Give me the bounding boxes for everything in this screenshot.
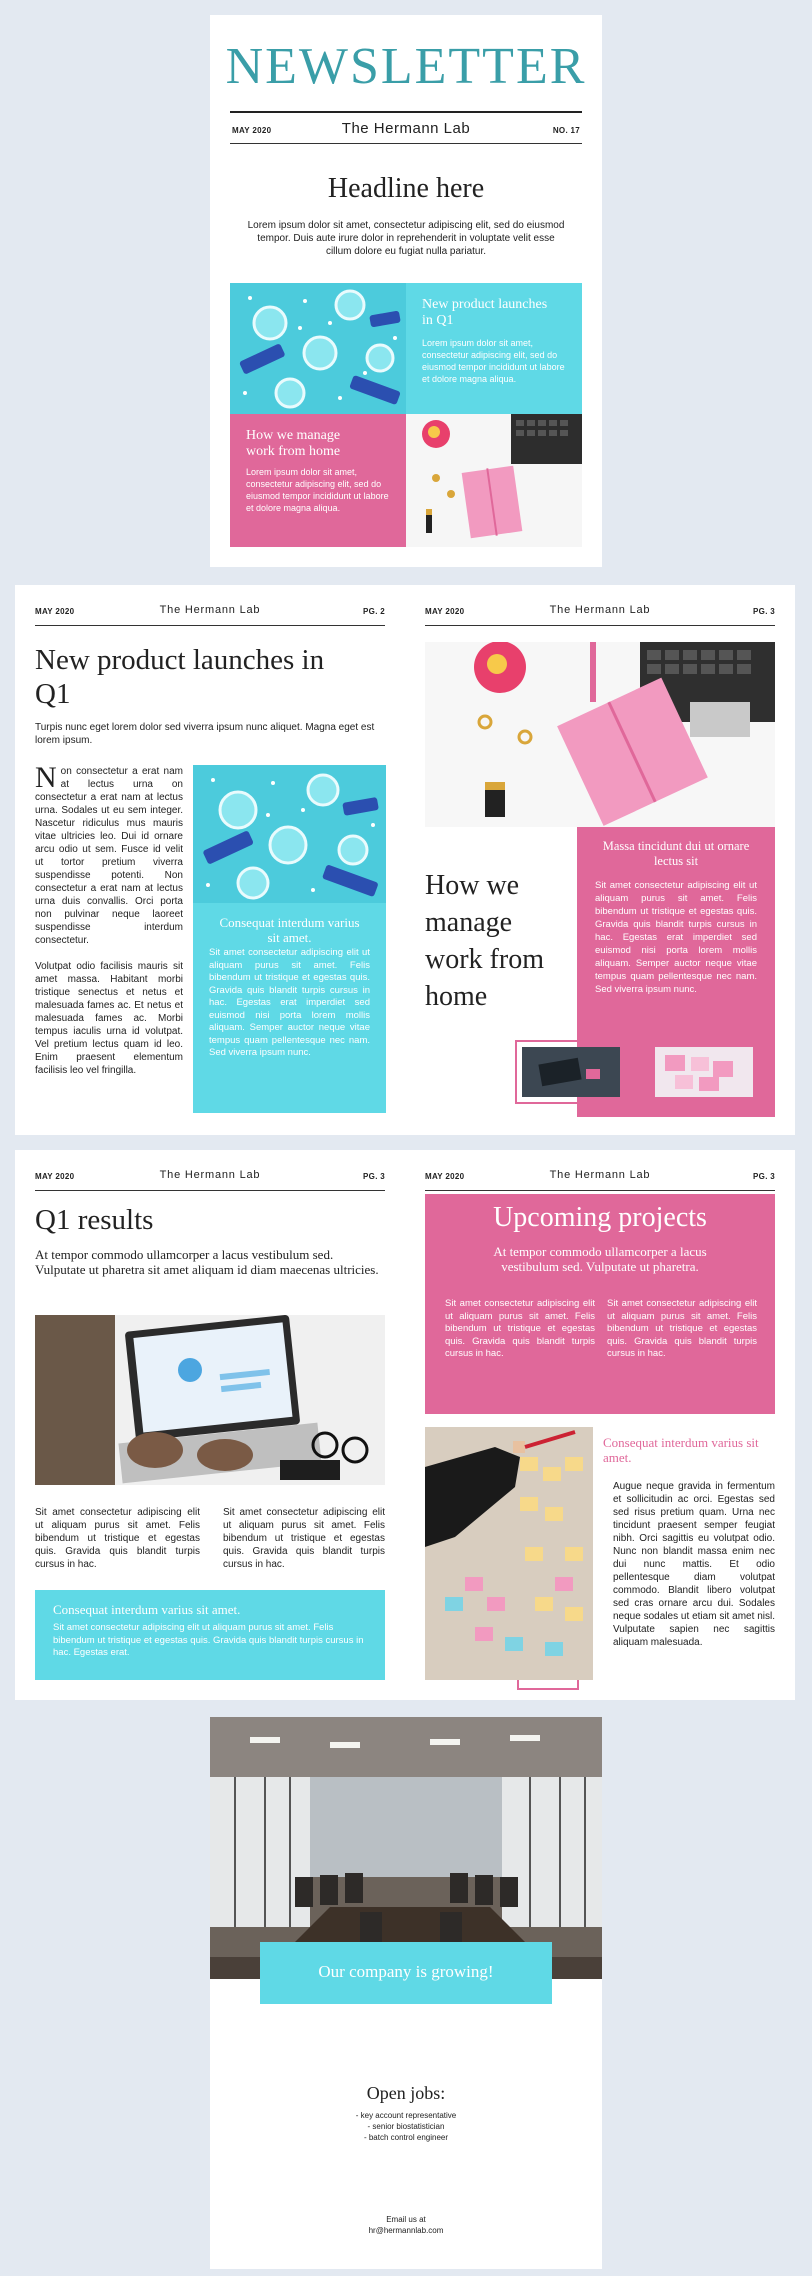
newsletter-title: NEWSLETTER bbox=[225, 38, 587, 95]
open-jobs-list bbox=[210, 2110, 602, 2143]
page4-box-title: Consequat interdum varius sit amet. bbox=[53, 1602, 241, 1617]
cover-pink-box bbox=[230, 414, 406, 547]
page3-rule bbox=[425, 625, 775, 626]
page2-box-title: Consequat interdum varius sit amet. bbox=[219, 915, 360, 945]
sticky-notes-illustration bbox=[655, 1047, 753, 1097]
page5-title: Upcoming projects bbox=[493, 1202, 707, 1233]
page-2 bbox=[15, 585, 405, 1135]
beakers-photo bbox=[230, 283, 406, 414]
cover-box2-title: How we manage work from home bbox=[246, 428, 341, 459]
page3-desk-illustration bbox=[425, 642, 775, 827]
dropcap-letter: N bbox=[35, 761, 57, 794]
page-3 bbox=[405, 585, 795, 1135]
page2-title: New product launches in Q1 bbox=[35, 644, 325, 710]
page3-lab-name: The Hermann Lab bbox=[549, 604, 651, 616]
page2-date: MAY 2020 bbox=[35, 607, 75, 616]
page2-teal-box bbox=[193, 903, 386, 1113]
page3-desk-photo bbox=[425, 642, 775, 827]
page2-beakers-illustration bbox=[193, 765, 386, 903]
page5-column-2: Sit amet consectetur adipiscing elit ut aliquam purus sit amet. Felis bibendum ut tristique et egestas quis. Gravida quis blandit turpis cursus in hac. bbox=[607, 1298, 757, 1359]
page3-small-photo-1 bbox=[522, 1047, 620, 1097]
page4-lead: At tempor commodo ullamcorper a lacus vestibulum sed. Vulputate ut pharetra sit amet aliquam id diam maecenas ultricies. bbox=[35, 1247, 379, 1277]
job-item: - key account representative bbox=[355, 2111, 457, 2120]
page2-beakers-photo bbox=[193, 765, 386, 903]
meeting-room-illustration bbox=[210, 1717, 602, 1979]
page5-pink-box bbox=[425, 1194, 775, 1414]
page4-date: MAY 2020 bbox=[35, 1172, 75, 1181]
meeting-room-photo bbox=[210, 1717, 602, 1979]
page5-lab-name: The Hermann Lab bbox=[549, 1169, 651, 1181]
page5-side-title: Consequat interdum varius sit amet. bbox=[603, 1435, 759, 1465]
page5-side-text: Augue neque gravida in fermentum et sollicitudin ac orci. Egestas sed sed risus pretium quam. Urna nec tincidunt praesent semper feugiat nibh. Orci sagittis eu volutpat odio. Nunc non blandit massa enim nec dui nunc mattis. Et odio pellentesque diam volutpat commodo. Blandit libero volutpat sed cras ornare arcu dui. Sodales neque sodales ut etiam sit amet nisl. Vulputate sapien nec sagittis aliquam malesuada. bbox=[613, 1481, 775, 1648]
page3-date: MAY 2020 bbox=[425, 607, 465, 616]
job-item: - senior biostatistician bbox=[367, 2122, 445, 2131]
page3-box-text: Sit amet consectetur adipiscing elit ut aliquam purus sit amet. Felis bibendum ut tristique et egestas quis. Gravida quis blandit turpis cursus in hac. Egestas erat imperdiet sed euismod nisi porta lorem mollis aliquam. Semper auctor neque vitae tempus quam pellentesque nec nam. Sed viverra ipsum nunc. bbox=[595, 880, 757, 995]
page3-title: How we manage work from home bbox=[425, 870, 544, 1012]
sticky-board-photo bbox=[425, 1427, 593, 1680]
page4-column-1: Sit amet consectetur adipiscing elit ut aliquam purus sit amet. Felis bibendum ut tristique et egestas quis. Gravida quis blandit turpis cursus in hac. bbox=[35, 1507, 200, 1570]
page3-small-photo-2 bbox=[655, 1047, 753, 1097]
cover-intro: Lorem ipsum dolor sit amet, consectetur adipiscing elit, sed do eiusmod tempor. Duis aute irure dolor in reprehenderit in voluptate velit esse cillum dolore eu fugiat nulla pariatur. bbox=[247, 220, 565, 257]
page5-rule bbox=[425, 1190, 775, 1191]
cover-date: MAY 2020 bbox=[232, 126, 272, 135]
cover-box2-text: Lorem ipsum dolor sit amet, consectetur adipiscing elit, sed do eiusmod tempor incididunt ut labore et dolore magna aliqua. bbox=[246, 467, 389, 513]
desk-photo bbox=[406, 414, 582, 547]
cover-lab-name: The Hermann Lab bbox=[341, 120, 471, 137]
laptop-photo bbox=[35, 1315, 385, 1485]
tablet-illustration bbox=[522, 1047, 620, 1097]
page5-lead: At tempor commodo ullamcorper a lacus vestibulum sed. Vulputate ut pharetra. bbox=[493, 1244, 707, 1274]
open-jobs-title: Open jobs: bbox=[366, 2083, 446, 2103]
page2-lab-name: The Hermann Lab bbox=[159, 604, 261, 616]
cover-box1-text: Lorem ipsum dolor sit amet, consectetur adipiscing elit, sed do eiusmod tempor incididunt ut labore et dolore magna aliqua. bbox=[422, 338, 565, 384]
page4-title: Q1 results bbox=[35, 1204, 154, 1236]
page-5 bbox=[405, 1150, 795, 1700]
cover-page bbox=[210, 15, 602, 567]
laptop-illustration bbox=[35, 1315, 385, 1485]
page4-box-text: Sit amet consectetur adipiscing elit ut aliquam purus sit amet. Felis bibendum ut tristique et egestas quis. Gravida quis blandit turpis cursus in hac. Egestas erat. bbox=[53, 1622, 364, 1658]
contact-label: Email us at bbox=[386, 2215, 426, 2224]
page2-page-number: PG. 2 bbox=[363, 607, 385, 616]
growing-banner bbox=[260, 1942, 552, 2004]
job-item: - batch control engineer bbox=[363, 2133, 449, 2142]
page3-page-number: PG. 3 bbox=[753, 607, 775, 616]
page4-rule bbox=[35, 1190, 385, 1191]
beakers-illustration bbox=[230, 283, 406, 414]
cover-issue: NO. 17 bbox=[552, 126, 580, 135]
page4-lab-name: The Hermann Lab bbox=[159, 1169, 261, 1181]
page2-body-paragraph-1: on consectetur a erat nam at lectus urna on consectetur a erat nam at lectus urna. Sodales ut eu sem integer. Nascetur ridiculus mus mauris vitae ultricies leo. Dui id ornare arcu odio ut sem. Fusce id velit ut tortor pretium viverra suspendisse potenti. Non consectetur a erat nam at lectus urna duis convallis. Orci porta non pulvinar neque laoreet suspendisse interdum consectetur. bbox=[35, 766, 183, 946]
cover-box1-title: New product launches in Q1 bbox=[422, 297, 548, 328]
page2-lead: Turpis nunc eget lorem dolor sed viverra ipsum nunc aliquet. Magna eget est lorem ipsum. bbox=[35, 722, 375, 746]
page2-body-column bbox=[35, 761, 183, 1077]
page4-column-2: Sit amet consectetur adipiscing elit ut aliquam purus sit amet. Felis bibendum ut tristique et egestas quis. Gravida quis blandit turpis cursus in hac. bbox=[223, 1507, 385, 1570]
page5-date: MAY 2020 bbox=[425, 1172, 465, 1181]
page2-rule bbox=[35, 625, 385, 626]
page2-body-paragraph-2: Volutpat odio facilisis mauris sit amet massa. Habitant morbi tristique senectus et netus et malesuada fames ac. Et netus et malesuada fames ac. Morbi tempus iaculis urna id volutpat. Vel pretium lectus quam id leo. Enim praesent elementum facilisis leo vel fringilla. bbox=[35, 961, 183, 1076]
cover-teal-box bbox=[406, 283, 582, 414]
desk-illustration bbox=[406, 414, 582, 547]
contact-email[interactable]: hr@hermannlab.com bbox=[368, 2226, 444, 2235]
page2-box-text: Sit amet consectetur adipiscing elit ut aliquam purus sit amet. Felis bibendum ut tristique et egestas quis. Gravida quis blandit turpis cursus in hac. Egestas erat imperdiet sed euismod nisi porta lorem mollis aliquam. Semper auctor neque vitae tempus quam pellentesque nec nam. Sed viverra ipsum nunc. bbox=[209, 947, 370, 1058]
sticky-board-illustration bbox=[425, 1427, 593, 1680]
page5-page-number: PG. 3 bbox=[753, 1172, 775, 1181]
cover-rule-top bbox=[230, 111, 582, 113]
page5-column-1: Sit amet consectetur adipiscing elit ut aliquam purus sit amet. Felis bibendum ut tristique et egestas quis. Gravida quis blandit turpis cursus in hac. bbox=[445, 1298, 595, 1359]
back-page bbox=[210, 1717, 602, 2269]
growing-banner-text: Our company is growing! bbox=[318, 1962, 494, 1981]
cover-headline: Headline here bbox=[327, 173, 485, 204]
page4-teal-box bbox=[35, 1590, 385, 1680]
page4-page-number: PG. 3 bbox=[363, 1172, 385, 1181]
page-4 bbox=[15, 1150, 405, 1700]
page3-box-title: Massa tincidunt dui ut ornare lectus sit bbox=[602, 839, 750, 868]
cover-rule-bottom bbox=[230, 143, 582, 144]
